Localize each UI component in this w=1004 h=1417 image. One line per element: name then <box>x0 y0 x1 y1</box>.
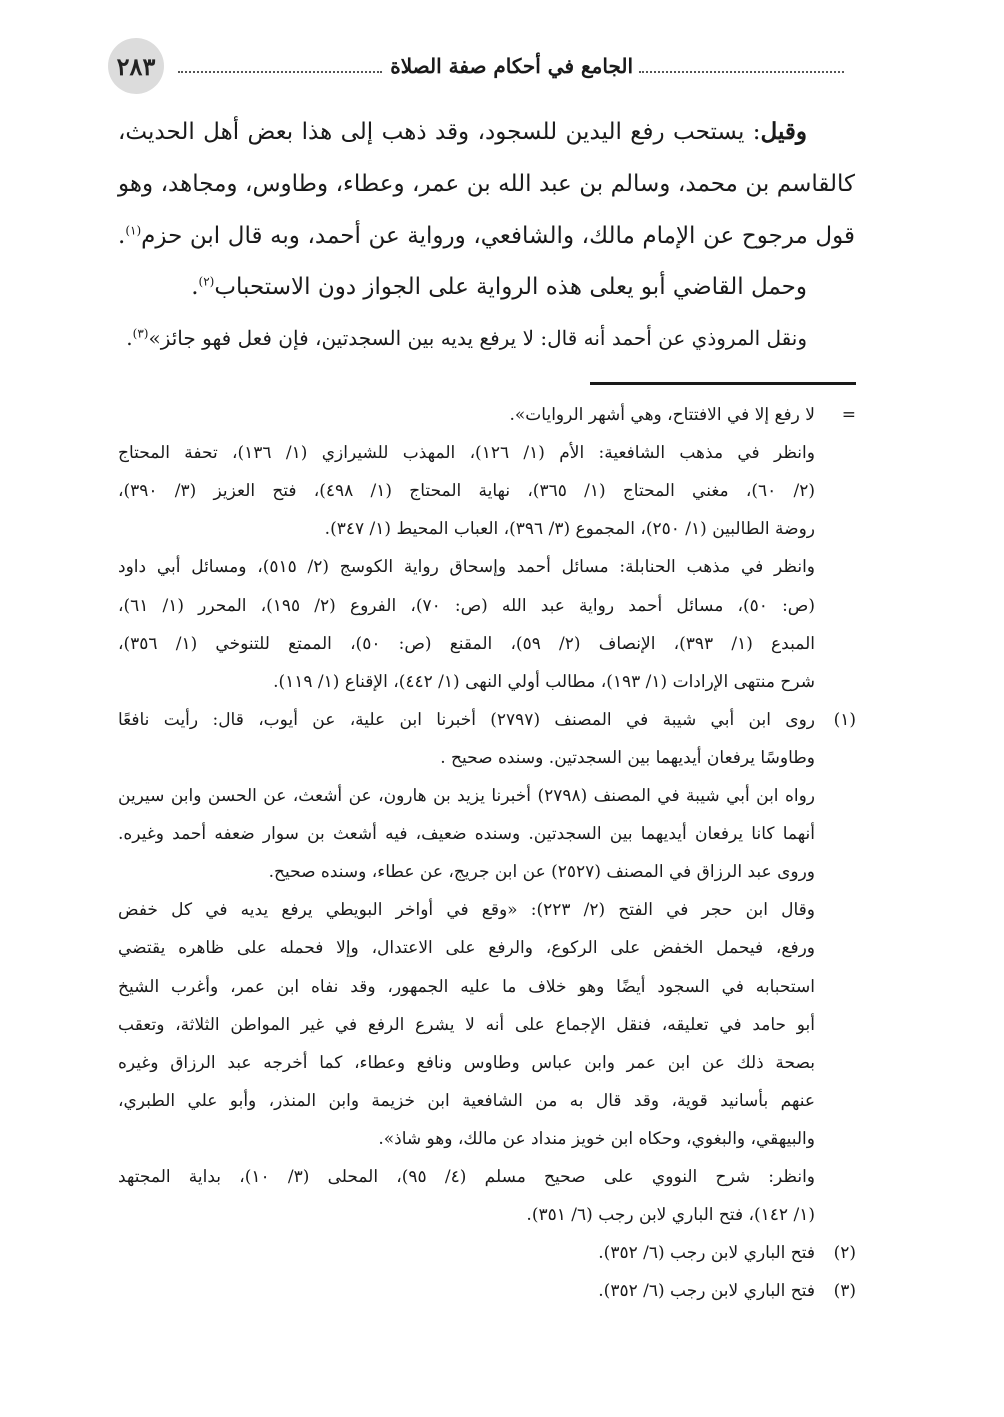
line-end-punctuation: . <box>191 274 199 300</box>
footnote-marker: (٢) <box>833 1243 856 1264</box>
line-end-punctuation: . <box>126 326 133 350</box>
book-title: الجامع في أحكام صفة الصلاة <box>390 54 633 78</box>
footnote-reference: (١) <box>125 223 142 238</box>
line-text: كالقاسم بن محمد، وسالم بن عبد الله بن عمر، وعطاء، وطاوس، ومجاهد، وهو <box>118 171 855 197</box>
line-text: : يستحب رفع اليدين للسجود، وقد ذهب إلى هذا بعض أهل الحديث، <box>118 119 761 145</box>
header-dotted-leader <box>178 71 382 73</box>
line-end-punctuation: . <box>118 223 126 249</box>
footnote-line: وانظر في مذهب الشافعية: الأم (١/ ١٢٦)، المهذب للشيرازي (١/ ١٣٦)، تحفة المحتاج <box>118 443 815 464</box>
page-number: ٢٨٣ <box>108 38 164 94</box>
footnote-line: وطاوسًا يرفعان أيديهما بين السجدتين. وسنده صحيح . <box>440 747 815 768</box>
footnote-line: وانظر في مذهب الحنابلة: مسائل أحمد وإسحاق رواية الكوسج (٢/ ٥١٥)، ومسائل أبي داود <box>118 557 816 578</box>
footnote-line: روضة الطالبين (١/ ٢٥٠)، المجموع (٣/ ٣٩٦)، العباب المحيط (١/ ٣٤٧). <box>324 519 815 540</box>
main-text-line <box>118 267 807 307</box>
bold-lead-word: وقيل <box>760 118 807 145</box>
footnote-line: أنهما كانا يرفعان أيديهما بين السجدتين. وسنده ضعيف، فيه أشعث بن سوار ضعفه أحمد وغيره. <box>118 824 815 845</box>
footnote-line: استحبابه في السجود أيضًا وهو خلاف ما عليه الجمهور، وقد نفاه ابن عمر، وأغرب الشيخ <box>118 976 815 997</box>
footnote-line: بصحة ذلك عن ابن عمر وابن عباس وطاوس ونافع وعطاء، كما أخرجه عبد الرزاق وغيره <box>118 1052 815 1073</box>
footnote-line: عنهم بأسانيد قوية، وقد قال به من الشافعية ابن خزيمة وابن المنذر، وأبو علي الطبري، <box>118 1090 815 1111</box>
main-text-line <box>118 164 855 204</box>
footnote-line: فتح الباري لابن رجب (٦/ ٣٥٢). <box>598 1281 815 1302</box>
footnote-separator <box>590 382 856 385</box>
footnote-line: أبو حامد في تعليقه، فنقل الإجماع على أنه لا يشرع الرفع في غير المواطن الثلاثة، وتعقب <box>118 1014 815 1035</box>
footnote-line: وروى عبد الرزاق في المصنف (٢٥٢٧) عن ابن جريج، عن عطاء، وسنده صحيح. <box>268 862 815 883</box>
footnote-reference: (٣) <box>132 326 149 341</box>
footnote-marker: (١) <box>833 709 856 730</box>
footnote-line: لا رفع إلا في الافتتاح، وهي أشهر الروايات». <box>509 405 815 425</box>
line-text: قول مرجوح عن الإمام مالك، والشافعي، ورواية عن أحمد، وبه قال ابن حزم <box>141 223 855 249</box>
footnote-line: والبيهقي، والبغوي، وحكاه ابن خويز منداد عن مالك، وهو شاذ». <box>378 1128 815 1149</box>
footnote-line: (١/ ١٤٢)، فتح الباري لابن رجب (٦/ ٣٥١). <box>526 1205 815 1226</box>
line-text: ونقل المروذي عن أحمد أنه قال: لا يرفع يديه بين السجدتين، فإن فعل فهو جائز» <box>148 326 807 350</box>
footnote-line: شرح منتهى الإرادات (١/ ١٩٣)، مطالب أولي النهى (١/ ٤٤٢)، الإقناع (١/ ١١٩). <box>273 671 815 692</box>
main-text-line <box>118 112 807 152</box>
footnote-marker: (٣) <box>833 1281 856 1302</box>
footnote-line: وانظر: شرح النووي على صحيح مسلم (٤/ ٩٥)، المحلى (٣/ ١٠)، بداية المجتهد <box>118 1167 816 1187</box>
header-dotted-leader <box>639 71 844 73</box>
footnote-line: (٢/ ٦٠)، مغني المحتاج (١/ ٣٦٥)، نهاية المحتاج (١/ ٤٩٨)، فتح العزيز (٣/ ٣٩٠)، <box>118 481 816 502</box>
footnote-line: وقال ابن حجر في الفتح (٢/ ٢٢٣): «وقع في أواخر البويطي يرفع يديه في كل خفض <box>118 900 815 921</box>
main-text-line <box>118 216 855 256</box>
footnote-line: رواه ابن أبي شيبة في المصنف (٢٧٩٨) أخبرنا يزيد بن هارون، عن أشعث، عن الحسن وابن سيرين <box>118 786 815 806</box>
running-header <box>108 38 844 94</box>
footnote-line: المبدع (١/ ٣٩٣)، الإنصاف (٢/ ٥٩)، المقنع (ص: ٥٠)، الممتع للتنوخي (١/ ٣٥٦)، <box>118 633 815 654</box>
main-text-line <box>118 318 807 358</box>
line-text: وحمل القاضي أبو يعلى هذه الرواية على الجواز دون الاستحباب <box>214 274 807 300</box>
footnote-line: (ص: ٥٠)، مسائل أحمد رواية عبد الله (ص: ٧٠)، الفروع (٢/ ١٩٥)، المحرر (١/ ٦١)، <box>118 595 815 616</box>
footnote-line: فتح الباري لابن رجب (٦/ ٣٥٢). <box>598 1243 815 1264</box>
footnote-marker: = <box>841 405 856 425</box>
footnote-reference: (٢) <box>198 274 215 289</box>
footnote-line: ورفع، فيحمل الخفض على الركوع، والرفع على الاعتدال، وإلا فحمله على ظاهره يقتضي <box>118 938 815 959</box>
footnote-line: روى ابن أبي شيبة في المصنف (٢٧٩٧) أخبرنا ابن علية، عن أيوب، قال: رأيت نافعًا <box>118 709 815 730</box>
